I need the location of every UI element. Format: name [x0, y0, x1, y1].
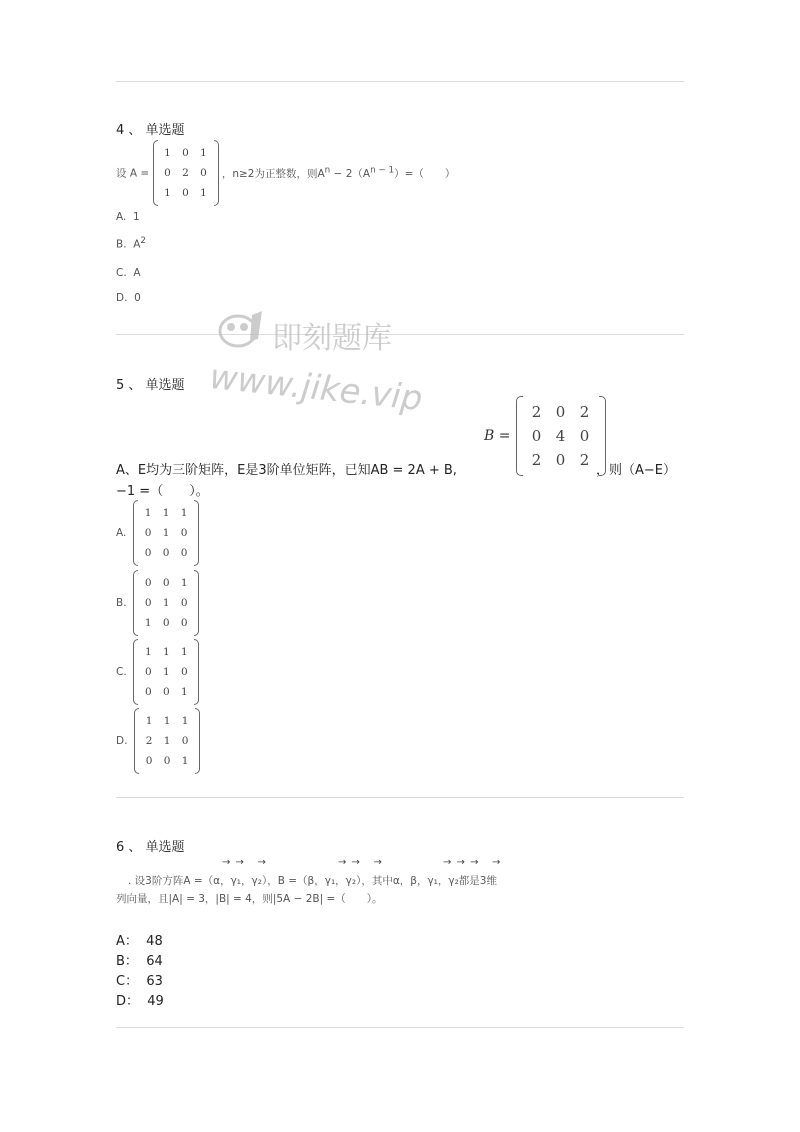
q5-option-c[interactable]: C. 1 1 1 0 1 0 0 0 1 [116, 639, 199, 705]
q5-option-d[interactable]: D. 1 1 1 2 1 0 0 0 1 [116, 708, 200, 774]
q6-stem-line1: . 设3阶方阵A =（α，γ₁，γ₂），B =（β，γ₁，γ₂），其中α，β，γ₁，γ₂都是3维 [128, 875, 497, 887]
divider-q4 [116, 334, 684, 335]
q6-option-a[interactable]: A： 48 [116, 934, 163, 949]
q4-option-a[interactable]: A. 1 [116, 211, 140, 223]
q5-stem-line2: −1 =（ ）。 [116, 484, 209, 499]
q5-stem-line1-end: ，则（A−E） [596, 463, 676, 478]
divider-bottom [116, 1027, 684, 1028]
q5-matrix-b: 2 0 2 0 4 0 2 0 2 [516, 396, 606, 476]
question-4-stem [116, 140, 455, 206]
q4-stem-mid: − 2（A [330, 167, 371, 180]
q6-stem-line2: 列向量，且|A| = 3，|B| = 4，则|5A − 2B| =（ ）。 [116, 893, 383, 905]
q4-matrix-a: 1 0 1 0 2 0 1 0 1 [153, 140, 219, 206]
q6-vector-arrows-3: → → → → [443, 857, 502, 868]
q6-option-c[interactable]: C： 63 [116, 974, 163, 989]
watermark-brand: 即刻题库 [272, 321, 392, 356]
q5-matrix-b-label: B = [484, 428, 511, 444]
divider-q5 [116, 797, 684, 798]
q6-option-b[interactable]: B： 64 [116, 954, 163, 969]
question-5-title: 5 、 单选题 [116, 378, 185, 393]
q4-exp-n: n [324, 165, 331, 176]
q5-option-a[interactable]: A. 1 1 1 0 1 0 0 0 0 [116, 500, 199, 566]
q5-option-b-matrix: 0 0 1 0 1 0 1 0 0 [133, 570, 199, 636]
q4-stem-suffix: ，n≥2为正整数，则A [221, 167, 325, 180]
q5-option-c-matrix: 1 1 1 0 1 0 0 0 1 [133, 639, 199, 705]
q6-vector-arrows: → → → [222, 857, 267, 868]
question-4-title: 4 、 单选题 [116, 123, 185, 138]
q6-vector-arrows-2: → → → [338, 857, 383, 868]
q4-option-b[interactable]: B. $A^2$ [116, 236, 146, 251]
q4-exp-n1: n − 1 [370, 165, 395, 176]
q5-option-b[interactable]: B. 0 0 1 0 1 0 1 0 0 [116, 570, 199, 636]
watermark-url: www.jike.vip [207, 357, 425, 420]
divider-top [116, 81, 684, 82]
q5-option-a-matrix: 1 1 1 0 1 0 0 0 0 [133, 500, 199, 566]
q4-stem-end: ）=（ ） [394, 167, 456, 180]
q4-stem-prefix: 设 A = [116, 167, 150, 180]
q6-option-d[interactable]: D： 49 [116, 994, 164, 1009]
q4-option-c[interactable]: C. A [116, 267, 141, 279]
q5-matrix-b-block [484, 396, 606, 476]
watermark-logo-icon [216, 309, 266, 353]
q5-stem-line1: A、E均为三阶矩阵，E是3阶单位矩阵，已知AB = 2A + B, [116, 463, 457, 478]
q5-option-d-matrix: 1 1 1 2 1 0 0 0 1 [134, 708, 200, 774]
question-6-title: 6 、 单选题 [116, 840, 185, 855]
q4-option-d[interactable]: D. 0 [116, 292, 141, 304]
